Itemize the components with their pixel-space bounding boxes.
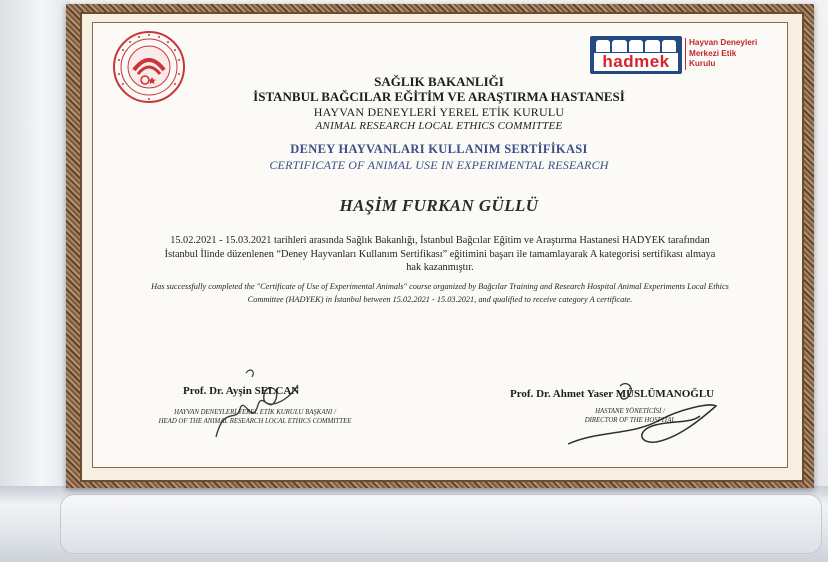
right-signatory-title-tr: HASTANE YÖNETİCİSİ / — [595, 408, 665, 415]
hadmek-side-line-1: Hayvan Deneyleri — [689, 38, 758, 47]
binder-sleeve-fold — [60, 494, 822, 554]
certificate-body-tr: 15.02.2021 - 15.03.2021 tarihleri arasında Sağlık Bakanlığı, İstanbul Bağcılar Eğitim ve Araştırma Hastanesi HADYEK tarafından İstanbul İlinde düzenlenen “Deney Hayvanları Kullanım Sertifikası” eğitimini başarı ile tamamlayarak A kategorisi sertifikası almaya hak kazanmıştır. — [164, 235, 716, 274]
right-signatory-title-en: DIRECTOR OF THE HOSPITAL — [584, 416, 676, 424]
hadmek-logo — [590, 36, 768, 76]
header-committee-tr: HAYVAN DENEYLERİ YEREL ETİK KURULU — [313, 105, 565, 119]
hadmek-side-line-3: Kurulu — [689, 59, 716, 68]
left-signatory-title — [140, 409, 370, 426]
certificate-title-tr: DENEY HAYVANLARI KULLANIM SERTİFİKASI — [290, 142, 588, 156]
left-signatory-title-en: HEAD OF THE ANIMAL RESEARCH LOCAL ETHICS COMMITTEE — [158, 417, 352, 425]
left-handwritten-signature — [206, 365, 316, 445]
right-signatory-name: Prof. Dr. Ahmet Yaser MÜSLÜMANOĞLU — [510, 388, 715, 400]
right-signatory-title — [560, 408, 700, 425]
left-signatory-name: Prof. Dr. Ayşin SELCAN — [183, 385, 300, 397]
hadmek-logo-icon — [590, 36, 682, 74]
hadmek-bars-icon — [596, 40, 676, 52]
recipient-name: HAŞİM FURKAN GÜLLÜ — [339, 196, 539, 215]
certificate-body-en: Has successfully completed the "Certificate of Use of Experimental Animals" course organized by Bağcılar Training and Research Hospital Animal Experiments Local Ethics Committee (HADYEK) in İstanbul between 15.02.2021 - 15.03.2021, and qualified to receive category A certificate. — [151, 282, 729, 304]
hadmek-side-line-2: Merkezi Etik — [689, 48, 737, 58]
header-committee-en: ANIMAL RESEARCH LOCAL ETHICS COMMITTEE — [315, 120, 563, 132]
header-hospital: İSTANBUL BAĞCILAR EĞİTİM VE ARAŞTIRMA HASTANESİ — [253, 89, 625, 104]
binder-sleeve-left — [0, 0, 70, 500]
hadmek-side-text — [685, 38, 771, 70]
left-signatory-title-tr: HAYVAN DENEYLERİ YEREL ETİK KURULU BAŞKANI / — [174, 409, 336, 416]
header-ministry: SAĞLIK BAKANLIĞI — [374, 74, 504, 89]
hadmek-wordmark: hadmek — [594, 53, 678, 71]
certificate-title-en: CERTIFICATE OF ANIMAL USE IN EXPERIMENTAL RESEARCH — [269, 158, 609, 172]
